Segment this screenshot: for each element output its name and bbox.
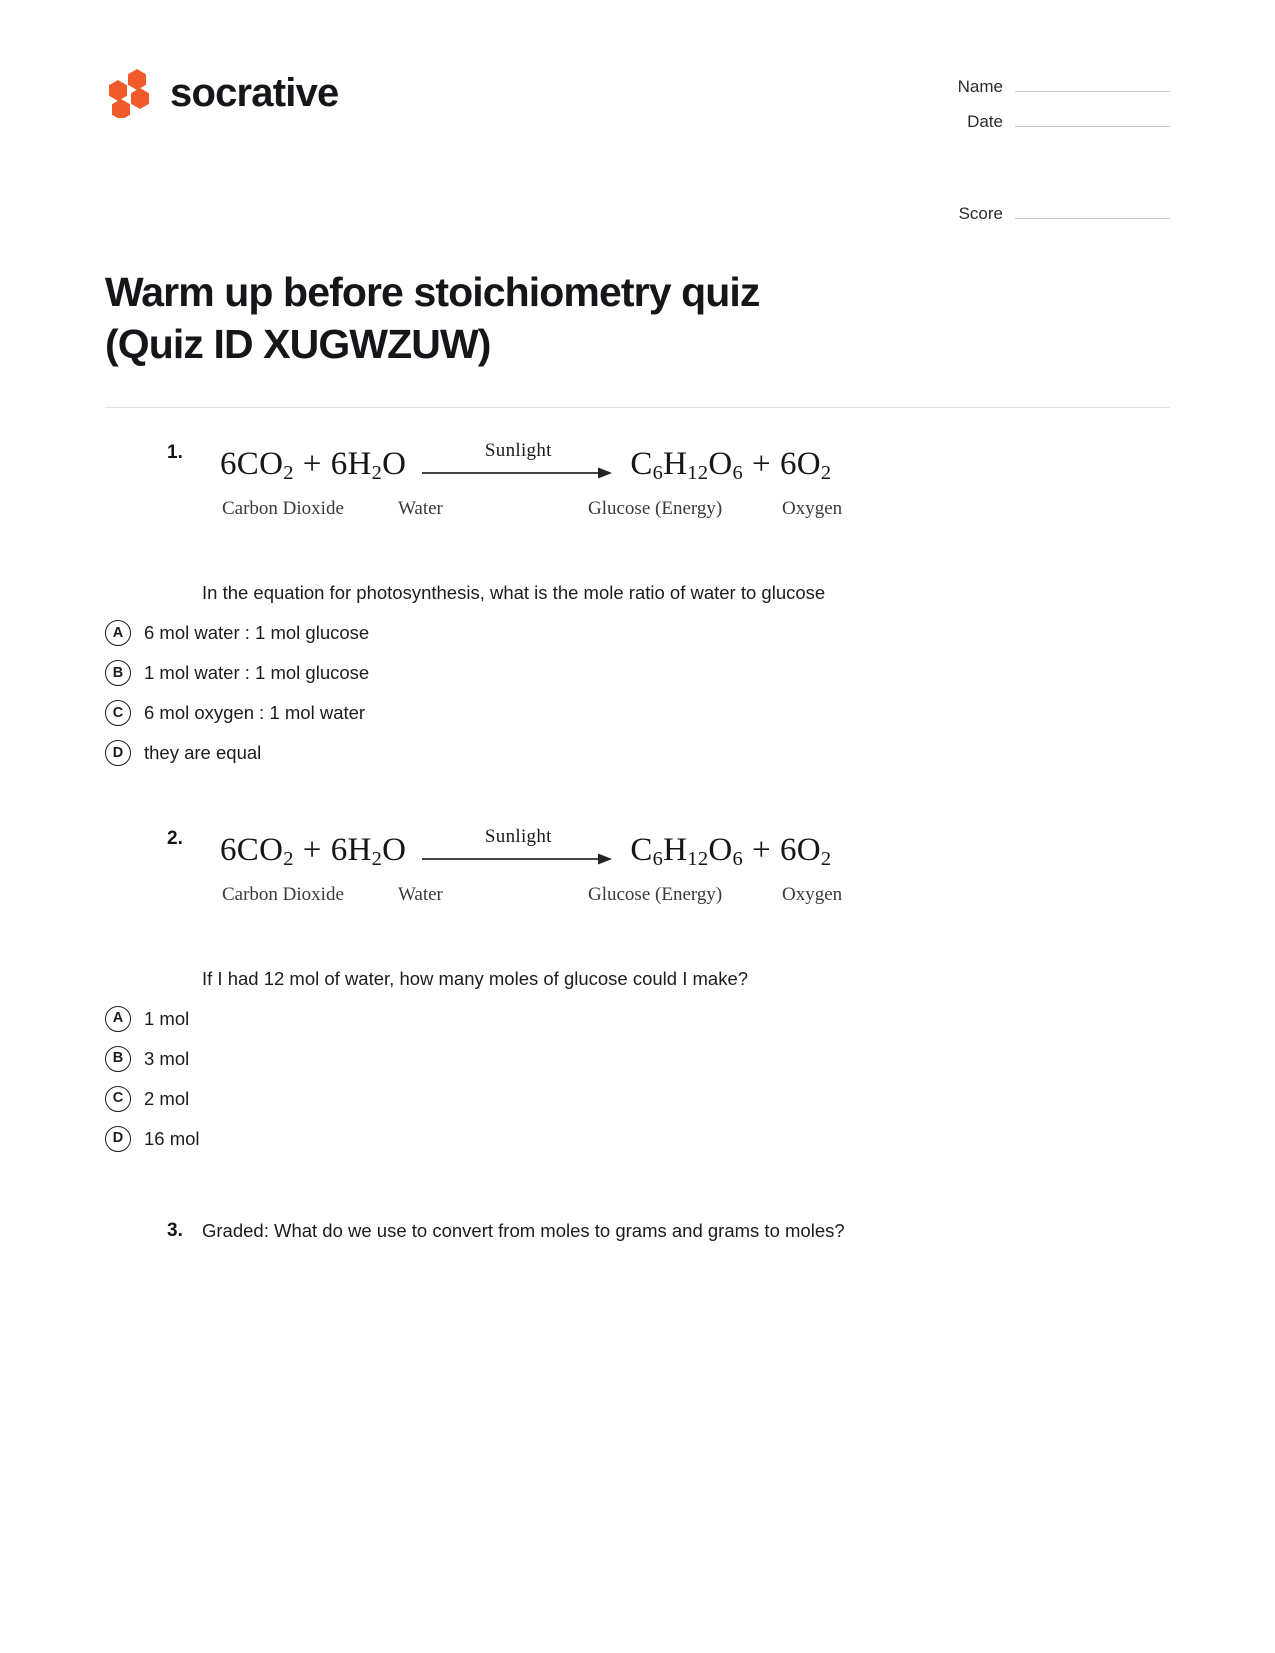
student-meta-fields	[932, 76, 1170, 238]
question-3-number: 3.	[167, 1219, 183, 1241]
plus-sign-2: +	[752, 446, 771, 483]
page-title: Warm up before stoichiometry quiz (Quiz ID XUGWZUW)	[105, 269, 760, 368]
option-label-c: 6 mol oxygen : 1 mol water	[144, 701, 366, 723]
questions-list	[0, 439, 1275, 1244]
option-label-a: 6 mol water : 1 mol glucose	[144, 621, 370, 643]
equation-captions	[220, 498, 1170, 528]
score-label: Score	[958, 204, 1003, 223]
option-row[interactable]	[105, 660, 1170, 686]
plus-sign-1: +	[302, 832, 322, 869]
date-field-row	[932, 111, 1170, 132]
option-row[interactable]	[105, 740, 1170, 766]
option-row[interactable]	[105, 1006, 1170, 1032]
question-2-prompt: If I had 12 mol of water, how many moles of glucose could I make?	[202, 967, 749, 989]
option-label-d: they are equal	[144, 741, 262, 763]
name-field-row	[932, 76, 1170, 97]
option-row[interactable]	[105, 620, 1170, 646]
question-2-body	[105, 825, 1170, 1152]
product-oxygen: $6O_2$	[779, 832, 832, 871]
brand-name: socrative	[170, 71, 339, 115]
caption-water: Water	[398, 883, 443, 905]
title-block	[0, 266, 1275, 371]
caption-carbon-dioxide: Carbon Dioxide	[222, 497, 344, 519]
caption-oxygen: Oxygen	[782, 883, 843, 905]
date-label: Date	[967, 112, 1003, 131]
option-bubble-d[interactable]: D	[105, 1126, 131, 1152]
product-glucose: $C_6H_{12}O_6$	[630, 446, 744, 485]
name-label: Name	[957, 77, 1003, 96]
option-bubble-a[interactable]: A	[105, 620, 131, 646]
caption-oxygen: Oxygen	[782, 497, 843, 519]
reactant-co2: $6CO_2$	[220, 832, 294, 871]
reactant-h2o: $6H_2O$	[330, 832, 407, 871]
caption-glucose: Glucose (Energy)	[588, 497, 723, 519]
equation-line	[220, 439, 1170, 488]
option-label-c: 2 mol	[144, 1087, 190, 1109]
equation-line	[220, 825, 1170, 874]
option-row[interactable]	[105, 1086, 1170, 1112]
option-label-d: 16 mol	[144, 1127, 200, 1149]
score-field-row	[932, 203, 1170, 224]
question-1-prompt: In the equation for photosynthesis, what is the mole ratio of water to glucose	[202, 581, 826, 603]
option-bubble-c[interactable]: C	[105, 1086, 131, 1112]
socrative-hexagon-logo-icon	[105, 68, 153, 118]
question-2-options	[112, 1006, 1170, 1152]
reaction-arrow	[422, 825, 614, 874]
option-label-b: 3 mol	[144, 1047, 190, 1069]
arrow-label-sunlight: Sunlight	[484, 439, 552, 461]
option-bubble-b[interactable]: B	[105, 1046, 131, 1072]
question-3	[105, 1218, 1170, 1244]
option-label-b: 1 mol water : 1 mol glucose	[144, 661, 370, 683]
option-bubble-c[interactable]: C	[105, 700, 131, 726]
arrow-icon	[422, 466, 614, 480]
product-oxygen: $6O_2$	[779, 446, 832, 485]
option-bubble-b[interactable]: B	[105, 660, 131, 686]
option-bubble-a[interactable]: A	[105, 1006, 131, 1032]
product-glucose: $C_6H_{12}O_6$	[630, 832, 744, 871]
option-row[interactable]	[105, 1046, 1170, 1072]
option-row[interactable]	[105, 1126, 1170, 1152]
option-label-a: 1 mol	[144, 1007, 190, 1029]
question-3-prompt: Graded: What do we use to convert from moles to grams and grams to moles?	[202, 1219, 845, 1241]
question-1-options	[112, 620, 1170, 766]
question-1-equation-figure	[202, 439, 1170, 528]
question-2	[105, 825, 1170, 1152]
date-input-line[interactable]	[1015, 111, 1170, 127]
equation-captions	[220, 884, 1170, 914]
plus-sign-2: +	[752, 832, 771, 869]
reactant-h2o: $6H_2O$	[330, 446, 407, 485]
option-row[interactable]	[105, 700, 1170, 726]
question-2-number: 2.	[167, 827, 183, 849]
brand-logo	[105, 68, 338, 118]
reaction-arrow	[422, 439, 614, 488]
option-bubble-d[interactable]: D	[105, 740, 131, 766]
score-input-line[interactable]	[1015, 203, 1170, 219]
caption-carbon-dioxide: Carbon Dioxide	[222, 883, 344, 905]
name-input-line[interactable]	[1015, 76, 1170, 92]
question-1-number: 1.	[167, 441, 183, 463]
arrow-icon	[422, 852, 614, 866]
page-header	[0, 0, 1275, 238]
caption-glucose: Glucose (Energy)	[588, 883, 723, 905]
arrow-label-sunlight: Sunlight	[484, 825, 552, 847]
question-1	[105, 439, 1170, 766]
reactant-co2: $6CO_2$	[220, 446, 294, 485]
plus-sign-1: +	[302, 446, 322, 483]
header-divider	[105, 407, 1170, 408]
question-1-body	[105, 439, 1170, 766]
question-2-equation-figure	[202, 825, 1170, 914]
caption-water: Water	[398, 497, 443, 519]
